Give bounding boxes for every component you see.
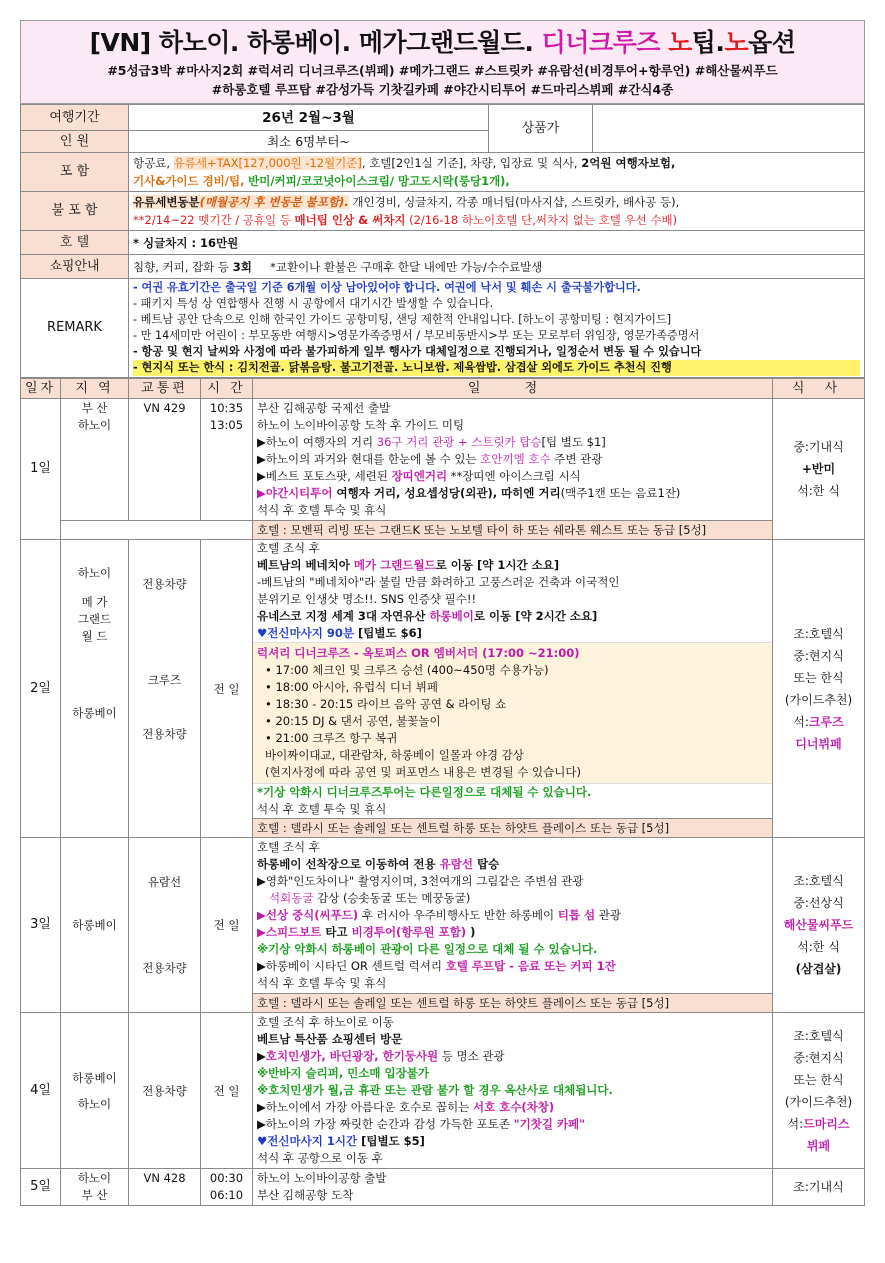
col-time: 시 간 (201, 379, 253, 399)
day-place: 부 산 하노이 (61, 399, 129, 521)
day-place: 하노이 메 가 그랜드 월 드 하롱베이 (61, 540, 129, 838)
day-transport: 유람선 전용차량 (129, 838, 201, 1013)
day-time: 전 일 (201, 1013, 253, 1169)
day-hotel: 호텔 : 델라시 또는 솔레일 또는 센트럴 하롱 또는 하얏트 플레이스 또는 동급 [5성] (253, 994, 773, 1013)
day-hotel-blank (61, 521, 253, 540)
exclude-value: 유류세변동분(매월공지 후 변동분 불포함). 개인경비, 싱글차지, 각종 매너팁(마사지샵, 스트릿카, 배사공 등), **2/14~22 뗏기간 / 공휴일 등 매너팁 인상 & 써차지 (2/16-18 하노이호텔 단,써차지 없는 호텔 우선 수배) (129, 192, 865, 231)
itinerary-page (20, 20, 865, 1206)
day-transport: 전용차량 (129, 1013, 201, 1169)
day-meal: 조:기내식 (773, 1169, 865, 1206)
title-banner (20, 20, 865, 104)
day-hotel: 호텔 : 델라시 또는 솔레일 또는 센트럴 하롱 또는 하얏트 플레이스 또는 동급 [5성] (253, 819, 773, 838)
include-label: 포 함 (21, 153, 129, 192)
cruise-box: 럭셔리 디너크루즈 - 옥토퍼스 OR 엠버서더 (17:00 ~21:00) • 17:00 체크인 및 크루즈 승선 (400~450명 수용가능) • 18:00 아시아, 유럽식 디너 뷔페 • 18:30 - 20:15 라이브 음악 공연 & 라이팅 쇼 • 20:15 DJ & 댄서 공연, 불꽃놀이 • 21:00 크루즈 항구 복귀 바이짜이대교, 대관람차, 하롱베이 일몰과 야경 감상 (현지사정에 따라 공연 및 퍼포먼스 내용은 변경될 수 있습니다) (253, 642, 772, 784)
schedule-table (20, 378, 865, 1206)
day-time: 00:30 06:10 (201, 1169, 253, 1206)
day-label: 4일 (21, 1013, 61, 1169)
col-itinerary: 일 정 (253, 379, 773, 399)
day-row (21, 1169, 865, 1206)
price-value (593, 105, 865, 153)
people-label: 인 원 (21, 131, 129, 153)
info-table (20, 104, 865, 378)
day-itinerary: 호텔 조식 후 하노이로 이동 베트남 특산품 쇼핑센터 방문 ▶호치민생가, 바딘광장, 한기둥사원 등 명소 관광 ※반바지 슬리퍼, 민소매 입장불가 ※호치민생가 월,금 휴관 또는 관람 불가 할 경우 옥산사로 대체됩니다. ▶하노이에서 가장 아름다운 호수로 꼽히는 서호 호수(차창) ▶하노이의 가장 짜릿한 순간과 감성 가득한 포토존 "기찻길 카페" ♥전신마사지 1시간 [팁별도 $5] 석식 후 공항으로 이동 후 (253, 1013, 773, 1169)
period-value: 26년 2월~3월 (129, 105, 489, 131)
day-row (21, 540, 865, 819)
day-itinerary: 하노이 노이바이공항 출발 부산 김해공항 도착 (253, 1169, 773, 1206)
day-label: 5일 (21, 1169, 61, 1206)
day-place: 하롱베이 하노이 (61, 1013, 129, 1169)
shopping-label: 쇼핑안내 (21, 255, 129, 279)
shopping-value: 침향, 커피, 잡화 등 3회 *교환이나 환불은 구매후 한달 내에만 가능/수수료발생 (129, 255, 865, 279)
day-row (21, 1013, 865, 1169)
remark-value: - 여권 유효기간은 출국일 기준 6개월 이상 남아있어야 합니다. 여권에 낙서 및 훼손 시 출국불가합니다. - 패키지 특성 상 연합행사 진행 시 공항에서 대기시간 발생할 수 있습니다. - 베트남 공안 단속으로 인해 한국인 가이드 공항미팅, 샌딩 제한적 안내입니다. [하노이 공항미팅 : 현지가이드] - 만 14세미만 어린이 : 부모동반 여행시>영문가족증명서 / 부모비동반시>부 또는 모로부터 위임장, 영문가족증명서 - 항공 및 현지 날씨와 사정에 따라 불가피하게 일부 행사가 대체일정으로 진행되거나, 일정순서 변동 될 수 있습니다 - 현지식 또는 한식 : 김치전골. 닭볶음탕. 불고기전골. 노니보쌈. 제육쌈밥. 삼겹살 외에도 가이드 추천식 진행 (129, 279, 865, 378)
hotel-value: * 싱글차지 : 16만원 (129, 231, 865, 255)
day-time: 전 일 (201, 540, 253, 838)
day-time: 전 일 (201, 838, 253, 1013)
day-itinerary: 호텔 조식 후 베트남의 베네치아 메가 그랜드월드로 이동 [약 1시간 소요] -베트남의 "베네치아"라 불릴 만큼 화려하고 고풍스러운 건축과 이국적인 분위기로 인생샷 명소!!. SNS 인증샷 필수!! 유네스코 지정 세계 3대 자연유산 하롱베이로 이동 [약 2시간 소요] ♥전신마사지 90분 [팁별도 $6] 럭셔리 디너크루즈 - 옥토퍼스 OR 엠버서더 (17:00 ~21:00) • 17:00 체크인 및 크루즈 승선 (400~450명 수용가능) • 18:00 아시아, 유럽식 디너 뷔페 • 18:30 - 20:15 라이브 음악 공연 & 라이팅 쇼 • 20:15 DJ & 댄서 공연, 불꽃놀이 • 21:00 크루즈 항구 복귀 바이짜이대교, 대관람차, 하롱베이 일몰과 야경 감상 (현지사정에 따라 공연 및 퍼포먼스 내용은 변경될 수 있습니다) *기상 악화시 디너크루즈투어는 다른일정으로 대체될 수 있습니다. 석식 후 호텔 투숙 및 휴식 (253, 540, 773, 819)
day-transport: VN 429 (129, 399, 201, 521)
day-transport: 전용차량 크루즈 전용차량 (129, 540, 201, 838)
day-place: 하노이 부 산 (61, 1169, 129, 1206)
day-itinerary: 부산 김해공항 국제선 출발 하노이 노이바이공항 도착 후 가이드 미팅 ▶하노이 여행자의 거리 36구 거리 관광 + 스트릿카 탑승[팁 별도 $1] ▶하노이의 과거와 현대를 한눈에 볼 수 있는 호안끼엠 호수 주변 관광 ▶베스트 포토스팟, 세련된 장띠엔거리 **장띠엔 아이스크림 시식 ▶야간시티투어 여행자 거리, 성요셉성당(외관), 따히엔 거리(맥주1캔 또는 음료1잔) 석식 후 호텔 투숙 및 휴식 (253, 399, 773, 521)
day-transport: VN 428 (129, 1169, 201, 1206)
price-label: 상품가 (489, 105, 593, 153)
col-meal: 식 사 (773, 379, 865, 399)
page-title: [VN] 하노이. 하롱베이. 메가그랜드월드. 디너크루즈 노팁.노옵션 (89, 28, 796, 57)
col-day: 일자 (21, 379, 61, 399)
day-row (21, 399, 865, 521)
day-time: 10:35 13:05 (201, 399, 253, 521)
hashtags: #5성급3박 #마사지2회 #럭셔리 디너크루즈(뷔페) #메가그랜드 #스트릿카 #유람선(비경투어+항루언) #해산물씨푸드 #하롱호텔 루프탑 #감성가득 기찻길카페 #야간시티투어 #드마리스뷔페 #간식4종 (107, 63, 778, 97)
include-value: 항공료, 유류세+TAX[127,000원 -12월기준], 호텔[2인1실 기준], 차량, 입장료 및 식사, 2억원 여행자보험, 기사&가이드 경비/팁, 반미/커피/코코넛아이스크림/ 망고도시락(룽당1개), (129, 153, 865, 192)
day-meal: 조:호텔식 중:현지식 또는 한식 (가이드추천) 석:크루즈 디너뷔페 (773, 540, 865, 838)
day-meal: 조:호텔식 중:현지식 또는 한식 (가이드추천) 석:드마리스 뷔페 (773, 1013, 865, 1169)
remark-label: REMARK (21, 279, 129, 378)
day-label: 3일 (21, 838, 61, 1013)
day-meal: 중:기내식 +반미 석:한 식 (773, 399, 865, 540)
col-place: 지 역 (61, 379, 129, 399)
hotel-label: 호 텔 (21, 231, 129, 255)
day-row (21, 838, 865, 994)
day-hotel: 호텔 : 모벤픽 리빙 또는 그랜드K 또는 노보텔 타이 하 또는 쉐라톤 웨스트 또는 동급 [5성] (253, 521, 773, 540)
period-label: 여행기간 (21, 105, 129, 131)
day-itinerary: 호텔 조식 후 하롱베이 선착장으로 이동하여 전용 유람선 탑승 ▶영화"인도차이나" 촬영지이며, 3천여개의 그림같은 주변섬 관광 석회동굴 감상 (승솟동굴 또는 메꿍동굴) ▶선상 중식(씨푸드) 후 러시아 우주비행사도 반한 하롱베이 티톱 섬 관광 ▶스피드보트 타고 비경투어(항루원 포함) ) ※기상 악화시 하롱베이 관광이 다른 일정으로 대체 될 수 있습니다. ▶하롱베이 시타딘 OR 센트럴 럭셔리 호텔 루프탑 - 음료 또는 커피 1잔 석식 후 호텔 투숙 및 휴식 (253, 838, 773, 994)
day-meal: 조:호텔식 중:선상식 해산물씨푸드 석:한 식 (삼겹살) (773, 838, 865, 1013)
exclude-label: 불 포 함 (21, 192, 129, 231)
day-place: 하롱베이 (61, 838, 129, 1013)
people-value: 최소 6명부터~ (129, 131, 489, 153)
day-label: 1일 (21, 399, 61, 540)
day-label: 2일 (21, 540, 61, 838)
col-transport: 교통편 (129, 379, 201, 399)
